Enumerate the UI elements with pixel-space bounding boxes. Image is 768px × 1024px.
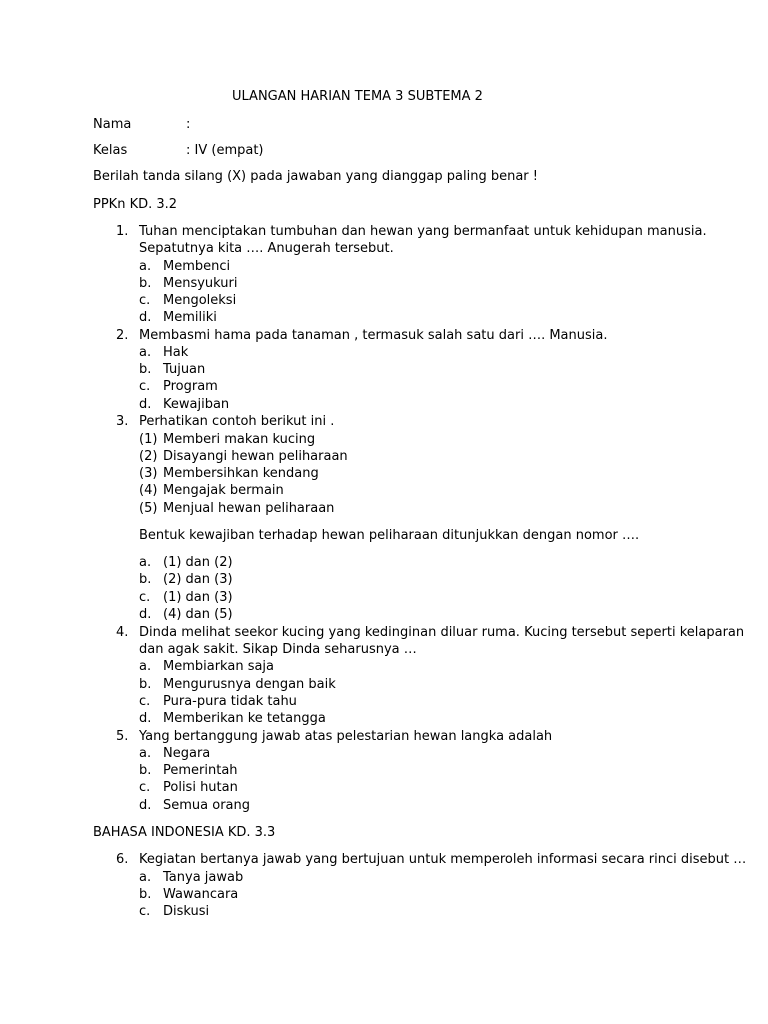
- option-text: Kewajiban: [163, 397, 230, 412]
- question-number: 3.: [116, 414, 129, 429]
- question-number: 2.: [116, 328, 129, 343]
- statement-text: Disayangi hewan peliharaan: [163, 449, 348, 464]
- section-heading-ppkn: PPKn KD. 3.2: [93, 197, 178, 212]
- option-mark: d.: [139, 607, 152, 622]
- option-text: Pemerintah: [163, 763, 238, 778]
- question-followup: Bentuk kewajiban terhadap hewan peliharaan ditunjukkan dengan nomor ….: [139, 528, 640, 543]
- option-text: Memiliki: [163, 310, 217, 325]
- option-mark: b.: [139, 677, 152, 692]
- option-mark: d.: [139, 711, 152, 726]
- option-text: Mensyukuri: [163, 276, 238, 291]
- option-text: Mengoleksi: [163, 293, 237, 308]
- statement-mark: (1): [139, 432, 158, 447]
- option-text: Mengurusnya dengan baik: [163, 677, 336, 692]
- option-text: (4) dan (5): [163, 607, 233, 622]
- question-text: Dinda melihat seekor kucing yang kedinginan diluar ruma. Kucing tersebut seperti kelaparan: [139, 625, 745, 640]
- question-number: 6.: [116, 852, 129, 867]
- option-mark: a.: [139, 555, 152, 570]
- question-text: Kegiatan bertanya jawab yang bertujuan untuk memperoleh informasi secara rinci disebut …: [139, 852, 747, 867]
- option-mark: a.: [139, 870, 152, 885]
- question-text: Perhatikan contoh berikut ini .: [139, 414, 335, 429]
- option-text: Tujuan: [163, 362, 206, 377]
- kelas-label: Kelas: [93, 143, 128, 158]
- option-text: (2) dan (3): [163, 572, 233, 587]
- question-number: 1.: [116, 224, 129, 239]
- option-mark: b.: [139, 763, 152, 778]
- option-mark: d.: [139, 397, 152, 412]
- statement-text: Memberi makan kucing: [163, 432, 316, 447]
- option-mark: c.: [139, 904, 151, 919]
- nama-label: Nama: [93, 117, 132, 132]
- option-mark: a.: [139, 345, 152, 360]
- option-text: Diskusi: [163, 904, 210, 919]
- option-text: Membiarkan saja: [163, 659, 275, 674]
- question-number: 4.: [116, 625, 129, 640]
- statement-mark: (3): [139, 466, 158, 481]
- option-text: Tanya jawab: [163, 870, 244, 885]
- option-text: Semua orang: [163, 798, 251, 813]
- option-mark: c.: [139, 694, 151, 709]
- option-mark: c.: [139, 293, 151, 308]
- option-text: Memberikan ke tetangga: [163, 711, 326, 726]
- statement-text: Membersihkan kendang: [163, 466, 319, 481]
- option-mark: a.: [139, 659, 152, 674]
- option-text: Wawancara: [163, 887, 239, 902]
- option-text: (1) dan (2): [163, 555, 233, 570]
- option-mark: a.: [139, 259, 152, 274]
- option-mark: c.: [139, 780, 151, 795]
- option-mark: c.: [139, 379, 151, 394]
- statement-text: Menjual hewan peliharaan: [163, 501, 335, 516]
- instruction-text: Berilah tanda silang (X) pada jawaban yang dianggap paling benar !: [93, 169, 538, 184]
- option-mark: b.: [139, 276, 152, 291]
- statement-text: Mengajak bermain: [163, 483, 284, 498]
- question-text: Membasmi hama pada tanaman , termasuk salah satu dari …. Manusia.: [139, 328, 608, 343]
- option-text: Membenci: [163, 259, 231, 274]
- question-text: Yang bertanggung jawab atas pelestarian hewan langka adalah: [139, 729, 553, 744]
- option-text: (1) dan (3): [163, 590, 233, 605]
- nama-value: :: [186, 117, 191, 132]
- section-heading-bahasa-indonesia: BAHASA INDONESIA KD. 3.3: [93, 825, 276, 840]
- option-mark: b.: [139, 362, 152, 377]
- option-text: Polisi hutan: [163, 780, 238, 795]
- option-mark: b.: [139, 572, 152, 587]
- option-mark: b.: [139, 887, 152, 902]
- option-mark: d.: [139, 798, 152, 813]
- statement-mark: (2): [139, 449, 158, 464]
- statement-mark: (4): [139, 483, 158, 498]
- question-text: Tuhan menciptakan tumbuhan dan hewan yang bermanfaat untuk kehidupan manusia.: [139, 224, 707, 239]
- option-text: Hak: [163, 345, 189, 360]
- question-number: 5.: [116, 729, 129, 744]
- page-title: ULANGAN HARIAN TEMA 3 SUBTEMA 2: [232, 89, 483, 104]
- option-mark: c.: [139, 590, 151, 605]
- statement-mark: (5): [139, 501, 158, 516]
- question-text: Sepatutnya kita …. Anugerah tersebut.: [139, 241, 394, 256]
- kelas-value: : IV (empat): [186, 143, 264, 158]
- option-mark: d.: [139, 310, 152, 325]
- option-mark: a.: [139, 746, 152, 761]
- question-text: dan agak sakit. Sikap Dinda seharusnya …: [139, 642, 417, 657]
- option-text: Program: [163, 379, 218, 394]
- option-text: Pura-pura tidak tahu: [163, 694, 297, 709]
- option-text: Negara: [163, 746, 211, 761]
